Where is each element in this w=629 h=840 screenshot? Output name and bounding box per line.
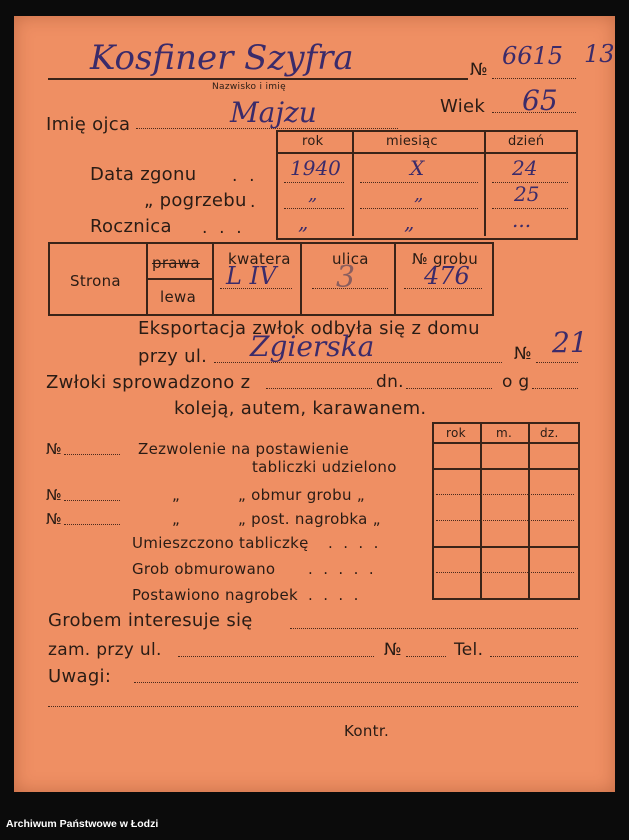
name-underline xyxy=(48,78,468,80)
address-no: № xyxy=(384,640,402,660)
small-header-year: rok xyxy=(446,426,466,440)
burial-day: 25 xyxy=(514,182,540,206)
brought-label: Zwłoki sprowadzono z xyxy=(46,372,251,393)
status-plaque: Umieszczono tabliczkę xyxy=(132,534,309,552)
export-line: Eksportacja zwłok odbyła się z domu xyxy=(138,318,480,339)
grave-number-value: 476 xyxy=(424,262,470,290)
permit-2-no: № xyxy=(46,486,62,504)
street-no-label: № xyxy=(514,344,532,364)
grave-header-quarter: kwatera xyxy=(228,250,291,268)
archive-footer: Archiwum Państwowe w Łodzi xyxy=(6,818,159,830)
father-label: Imię ojca xyxy=(46,114,131,135)
anniversary-year: „ xyxy=(298,210,309,234)
address-label: zam. przy ul. xyxy=(48,640,162,660)
name-handwritten: Kosfiner Szyfra xyxy=(90,38,354,78)
control-label: Kontr. xyxy=(344,722,390,740)
permit-3-no: № xyxy=(46,510,62,528)
brought-dn: dn. xyxy=(376,372,404,392)
anniversary-month: „ xyxy=(404,210,415,234)
anniversary-label: Rocznica xyxy=(90,216,172,237)
status-tombstone: Postawiono nagrobek xyxy=(132,586,299,604)
burial-record-card: Kosfiner Szyfra Nazwisko i imię № 6615 13 Imię ojca Majzu Wiek 65 rok miesiąc dzień Data zgonu „ pogrzebu Rocznica . . . . . . 1940 X 24 „ „ 25 „ „ ... Strona prawa lewa kwatera ulica № grobu L IV 3 476 Eksportacja zwłok odbyła się z domu przy ul. Zgierska № 21 Zwłoki sprowadzono z dn. o g koleją, autem, karawanem. № Zezwolenie na postawienie tabliczki udzielono № „ „ obmur grobu „ № „ „ post. nagrobka „ Umieszczono tabliczkę . . . . Grob obmurowano . . . . . Postawiono nagrobek . . . . rok m. dz. Grobem interesuje się zam. przy ul. № Tel. Uwagi: Kontr. xyxy=(14,16,615,792)
record-number-suffix: 13 xyxy=(584,40,615,68)
grave-quarter-value: L IV xyxy=(226,262,277,290)
grave-header-street: ulica xyxy=(332,250,369,268)
permit-3-quote: „ xyxy=(172,510,181,528)
anniversary-day: ... xyxy=(512,208,532,232)
death-month: X xyxy=(410,156,425,180)
street-no-handwritten: 21 xyxy=(552,326,588,359)
status-date-table xyxy=(432,422,580,600)
side-label: Strona xyxy=(70,272,121,290)
name-caption: Nazwisko i imię xyxy=(212,82,286,92)
number-label: № xyxy=(470,60,488,80)
permit-2-text: „ obmur grobu „ xyxy=(238,486,365,504)
interest-label: Grobem interesuje się xyxy=(48,610,253,631)
street-handwritten: Zgierska xyxy=(250,330,375,363)
transport-line: koleją, autem, karawanem. xyxy=(174,398,427,419)
street-label: przy ul. xyxy=(138,346,208,367)
permit-1-no: № xyxy=(46,440,62,458)
small-header-day: dz. xyxy=(540,426,559,440)
dates-header-year: rok xyxy=(302,134,324,149)
small-header-month: m. xyxy=(496,426,513,440)
father-handwritten: Majzu xyxy=(230,96,317,129)
death-day: 24 xyxy=(512,156,538,180)
date-death-label: Data zgonu xyxy=(90,164,197,185)
grave-street-value: 3 xyxy=(336,260,356,295)
burial-year: „ xyxy=(308,184,318,205)
age-label: Wiek xyxy=(440,96,486,117)
dates-header-day: dzień xyxy=(508,134,545,149)
date-burial-label: „ pogrzebu xyxy=(144,190,247,211)
notes-label: Uwagi: xyxy=(48,666,112,687)
number-line xyxy=(492,78,576,79)
death-year: 1940 xyxy=(290,156,341,180)
grave-header-number: № grobu xyxy=(412,250,479,268)
dates-header-month: miesiąc xyxy=(386,134,438,149)
age-handwritten: 65 xyxy=(522,84,558,117)
permit-2-quote: „ xyxy=(172,486,181,504)
burial-month: „ xyxy=(414,184,424,205)
permit-3-text: „ post. nagrobka „ xyxy=(238,510,381,528)
permit-1-text2: tabliczki udzielono xyxy=(252,458,397,476)
record-number: 6615 xyxy=(502,42,564,70)
side-right: prawa xyxy=(152,254,200,272)
brought-og: o g xyxy=(502,372,530,392)
permit-1-text1: Zezwolenie na postawienie xyxy=(138,440,350,458)
tel-label: Tel. xyxy=(454,640,484,660)
side-left: lewa xyxy=(160,288,197,306)
status-walled: Grob obmurowano xyxy=(132,560,276,578)
